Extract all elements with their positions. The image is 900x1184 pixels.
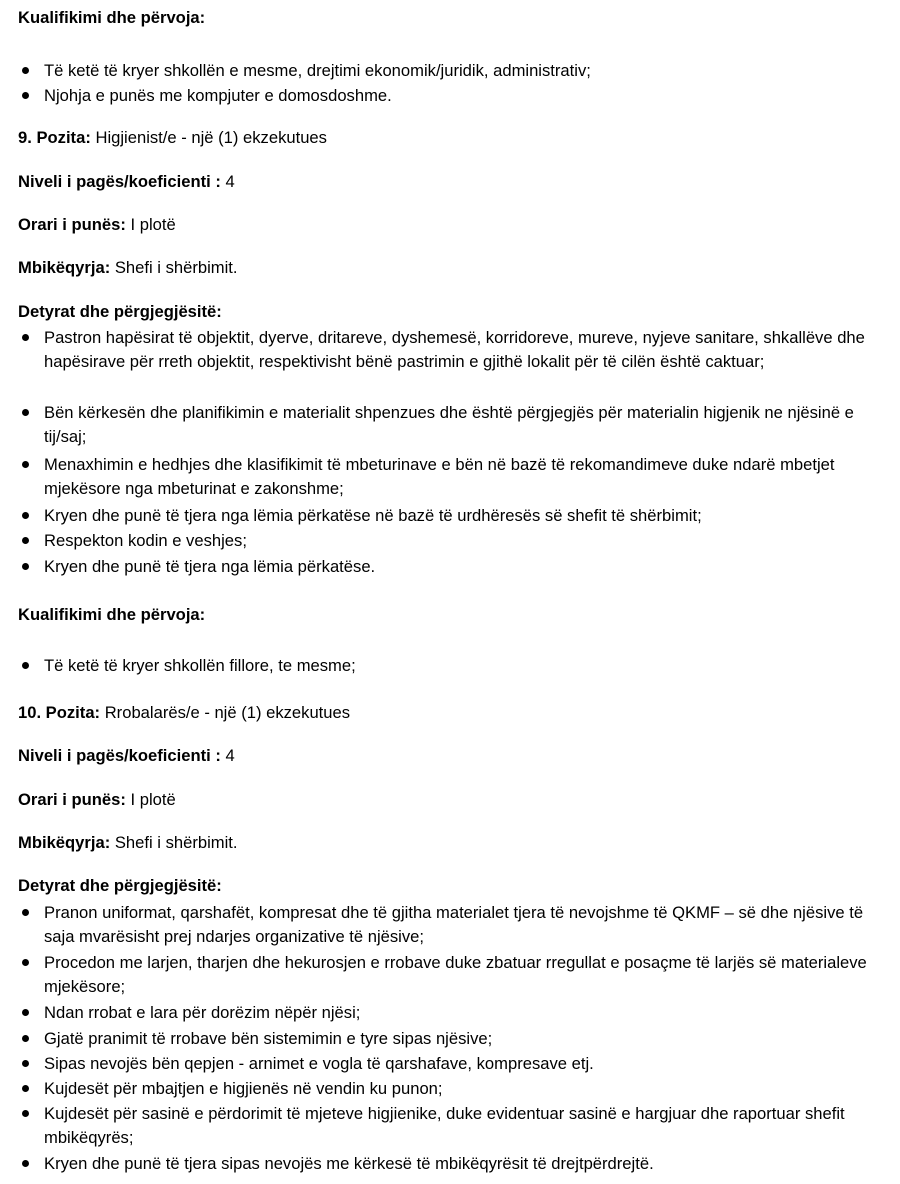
list-item: Kryen dhe punë të tjera nga lëmia përkatëse. bbox=[18, 555, 888, 579]
position-line: 9. Pozita: Higjienist/e - një (1) ekzekutues bbox=[18, 128, 327, 147]
list-item: Kujdesët për sasinë e përdorimit të mjeteve higjienike, duke evidentuar sasinë e hargjuar dhe raportuar shefit mbikëqyrës; bbox=[18, 1102, 888, 1149]
list-item: Kryen dhe punë të tjera nga lëmia përkatëse në bazë të urdhëresës së shefit të shërbimit; bbox=[18, 504, 888, 528]
bullet-icon bbox=[22, 409, 29, 416]
list-item: Menaxhimin e hedhjes dhe klasifikimit të mbeturinave e bën në bazë të rekomandimeve duke ndarë mbetjet mjekësore nga mbeturinat e zakonshme; bbox=[18, 453, 888, 500]
list-item: Pastron hapësirat të objektit, dyerve, dritareve, dyshemesë, korridoreve, mureve, nyjeve sanitare, shkallëve dhe hapësirave për rreth objektit, respektivisht bënë pastrimin e gjithë lokalit për të cilën është caktuar; bbox=[18, 326, 888, 373]
bullet-icon bbox=[22, 909, 29, 916]
list-item: Të ketë të kryer shkollën fillore, te mesme; bbox=[18, 654, 888, 678]
bullet-icon bbox=[22, 67, 29, 74]
bullet-icon bbox=[22, 537, 29, 544]
duties-heading: Detyrat dhe përgjegjësitë: bbox=[18, 302, 222, 321]
supervision-line: Mbikëqyrja: Shefi i shërbimit. bbox=[18, 258, 238, 277]
bullet-icon bbox=[22, 959, 29, 966]
bullet-icon bbox=[22, 1009, 29, 1016]
bullet-icon bbox=[22, 512, 29, 519]
qualifications-heading: Kualifikimi dhe përvoja: bbox=[18, 605, 206, 624]
bullet-icon bbox=[22, 662, 29, 669]
list-item: Procedon me larjen, tharjen dhe hekurosjen e rrobave duke zbatuar rregullat e posaçme të larjës së materialeve mjekësore; bbox=[18, 951, 888, 998]
list-item: Gjatë pranimit të rrobave bën sistemimin e tyre sipas njësive; bbox=[18, 1027, 888, 1051]
list-item: Pranon uniformat, qarshafët, kompresat dhe të gjitha materialet tjera të nevojshme të QKMF – së dhe njësive të saja mvarësisht prej ndarjes organizative të njësive; bbox=[18, 901, 888, 948]
list-item: Ndan rrobat e lara për dorëzim nëpër njësi; bbox=[18, 1001, 888, 1025]
bullet-icon bbox=[22, 1085, 29, 1092]
bullet-icon bbox=[22, 334, 29, 341]
bullet-icon bbox=[22, 563, 29, 570]
list-item: Respekton kodin e veshjes; bbox=[18, 529, 888, 553]
bullet-icon bbox=[22, 1060, 29, 1067]
bullet-icon bbox=[22, 92, 29, 99]
list-item: Kryen dhe punë të tjera sipas nevojës me kërkesë të mbikëqyrësit të drejtpërdrejtë. bbox=[18, 1152, 888, 1176]
work-hours-line: Orari i punës: I plotë bbox=[18, 790, 176, 809]
list-item: Të ketë të kryer shkollën e mesme, drejtimi ekonomik/juridik, administrativ; bbox=[18, 59, 888, 83]
supervision-line: Mbikëqyrja: Shefi i shërbimit. bbox=[18, 833, 238, 852]
position-line: 10. Pozita: Rrobalarës/e - një (1) ekzekutues bbox=[18, 703, 351, 722]
bullet-icon bbox=[22, 461, 29, 468]
list-item: Njohja e punës me kompjuter e domosdoshme. bbox=[18, 84, 888, 108]
work-hours-line: Orari i punës: I plotë bbox=[18, 215, 176, 234]
bullet-icon bbox=[22, 1035, 29, 1042]
bullet-icon bbox=[22, 1110, 29, 1117]
list-item: Kujdesët për mbajtjen e higjienës në vendin ku punon; bbox=[18, 1077, 888, 1101]
qualifications-heading: Kualifikimi dhe përvoja: bbox=[18, 8, 206, 27]
salary-level-line: Niveli i pagës/koeficienti : 4 bbox=[18, 172, 235, 191]
salary-level-line: Niveli i pagës/koeficienti : 4 bbox=[18, 746, 235, 765]
bullet-icon bbox=[22, 1160, 29, 1167]
duties-heading: Detyrat dhe përgjegjësitë: bbox=[18, 876, 222, 895]
list-item: Bën kërkesën dhe planifikimin e materialit shpenzues dhe është përgjegjës për materialin higjenik ne njësinë e tij/saj; bbox=[18, 401, 888, 448]
list-item: Sipas nevojës bën qepjen - arnimet e vogla të qarshafave, kompresave etj. bbox=[18, 1052, 888, 1076]
